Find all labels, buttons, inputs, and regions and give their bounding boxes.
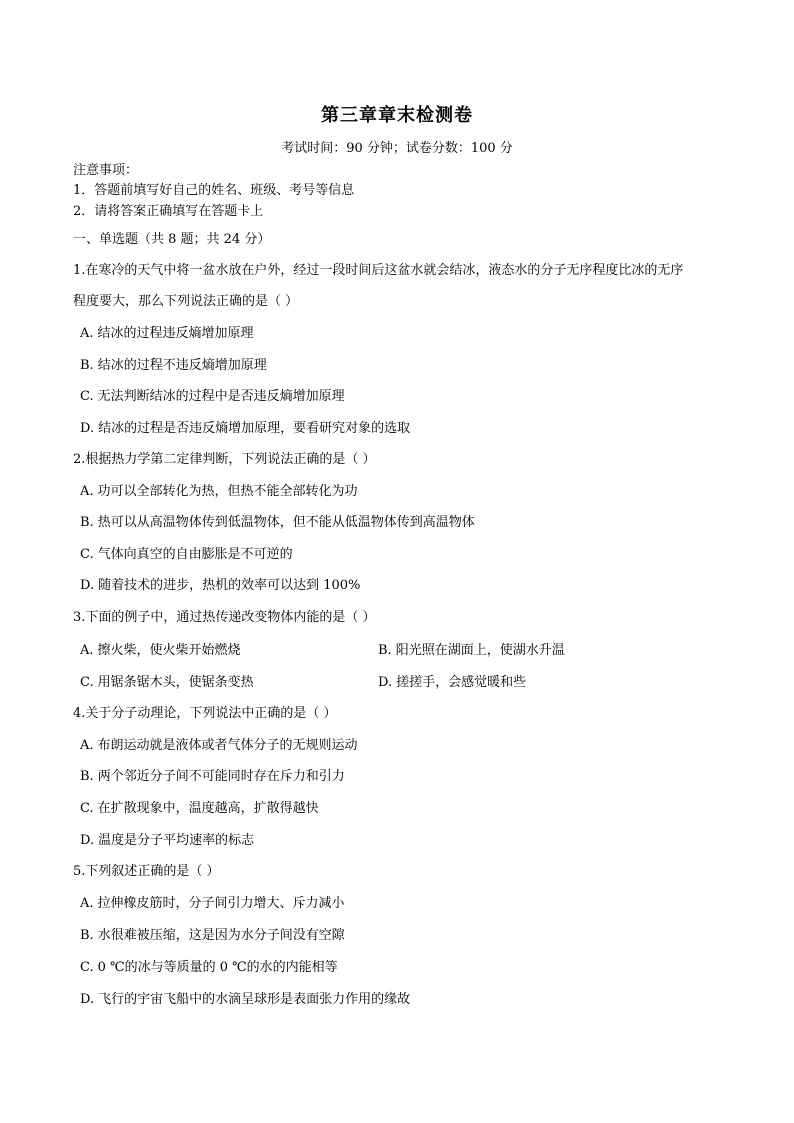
option-text: 拉伸橡皮筋时，分子间引力增大、斥力减小 [97,896,345,911]
option-text: 布朗运动就是液体或者气体分子的无规则运动 [97,738,358,753]
page-title: 第三章章末检测卷 [321,105,473,126]
notice-item: 1．答题前填写好自己的姓名、班级、考号等信息 [73,183,355,198]
option-c [80,959,338,977]
option-text: 温度是分子平均速率的标志 [98,833,255,848]
exam-info: 考试时间：90 分钟；试卷分数：100 分 [281,141,513,156]
question-stem: 4.关于分子动理论，下列说法中正确的是（ ） [73,706,337,721]
option-b [80,514,475,532]
notice-heading: 注意事项： [73,163,139,178]
option-text: 搓搓手，会感觉暖和些 [396,675,527,690]
option-d [80,991,410,1009]
option-c [80,546,293,564]
option-c [80,800,319,818]
option-b [80,357,267,375]
option-text: 阳光照在湖面上，使湖水升温 [395,643,565,658]
option-letter: C. [80,389,94,404]
option-letter: A. [80,738,94,753]
option-letter: A. [80,643,94,658]
option-letter: C. [80,801,94,816]
option-letter: B. [80,515,94,530]
question-stem: 3.下面的例子中，通过热传递改变物体内能的是（ ） [73,610,376,625]
option-text: 0 ℃的冰与等质量的 0 ℃的水的内能相等 [97,960,338,975]
option-a [80,737,358,755]
option-letter: B. [80,928,94,943]
option-c [80,674,254,692]
option-letter: D. [80,833,95,848]
option-d [80,577,360,595]
option-letter: B. [80,769,94,784]
question-stem: 5.下列叙述正确的是（ ） [73,864,220,879]
option-text: 气体向真空的自由膨胀是不可逆的 [97,547,293,562]
option-a [80,895,345,913]
option-text: 水很难被压缩，这是因为水分子间没有空隙 [97,928,345,943]
option-a [80,483,358,501]
option-letter: C. [80,675,94,690]
option-text: 用锯条锯木头，使锯条变热 [97,675,254,690]
option-letter: D. [80,421,95,436]
option-b [80,927,345,945]
option-text: 在扩散现象中，温度越高，扩散得越快 [97,801,319,816]
option-text: 飞行的宇宙飞船中的水滴呈球形是表面张力作用的缘故 [98,992,411,1007]
question-stem: 2.根据热力学第二定律判断，下列说法正确的是（ ） [73,452,376,467]
option-text: 结冰的过程不违反熵增加原理 [97,358,267,373]
option-text: 两个邻近分子间不可能同时存在斥力和引力 [97,769,345,784]
option-letter: A. [80,896,94,911]
option-letter: B. [80,358,94,373]
option-d [80,420,410,438]
option-text: 结冰的过程违反熵增加原理 [97,326,254,341]
option-text: 擦火柴，使火柴开始燃烧 [97,643,241,658]
section-heading: 一、单选题（共 8 题；共 24 分） [73,232,271,247]
option-text: 热可以从高温物体传到低温物体，但不能从低温物体传到高温物体 [97,515,475,530]
option-text: 结冰的过程是否违反熵增加原理，要看研究对象的选取 [98,421,411,436]
option-d [378,674,526,692]
question-stem: 程度要大，那么下列说法正确的是（ ） [73,294,299,309]
option-letter: D. [80,578,95,593]
option-letter: D. [80,992,95,1007]
option-text: 随着技术的进步，热机的效率可以达到 100% [98,578,361,593]
option-letter: C. [80,547,94,562]
option-b [80,768,345,786]
option-letter: A. [80,484,94,499]
question-stem: 1.在寒冷的天气中将一盆水放在户外，经过一段时间后这盆水就会结冰，液态水的分子无序程度比冰的无序 [73,263,684,278]
option-c [80,388,345,406]
option-a [80,325,254,343]
option-letter: C. [80,960,94,975]
option-letter: A. [80,326,94,341]
option-text: 无法判断结冰的过程中是否违反熵增加原理 [97,389,345,404]
notice-item: 2．请将答案正确填写在答题卡上 [73,204,264,219]
option-text: 功可以全部转化为热，但热不能全部转化为功 [97,484,358,499]
option-d [80,832,254,850]
option-letter: B. [378,643,392,658]
option-letter: D. [378,675,393,690]
option-b [378,642,565,660]
option-a [80,642,241,660]
